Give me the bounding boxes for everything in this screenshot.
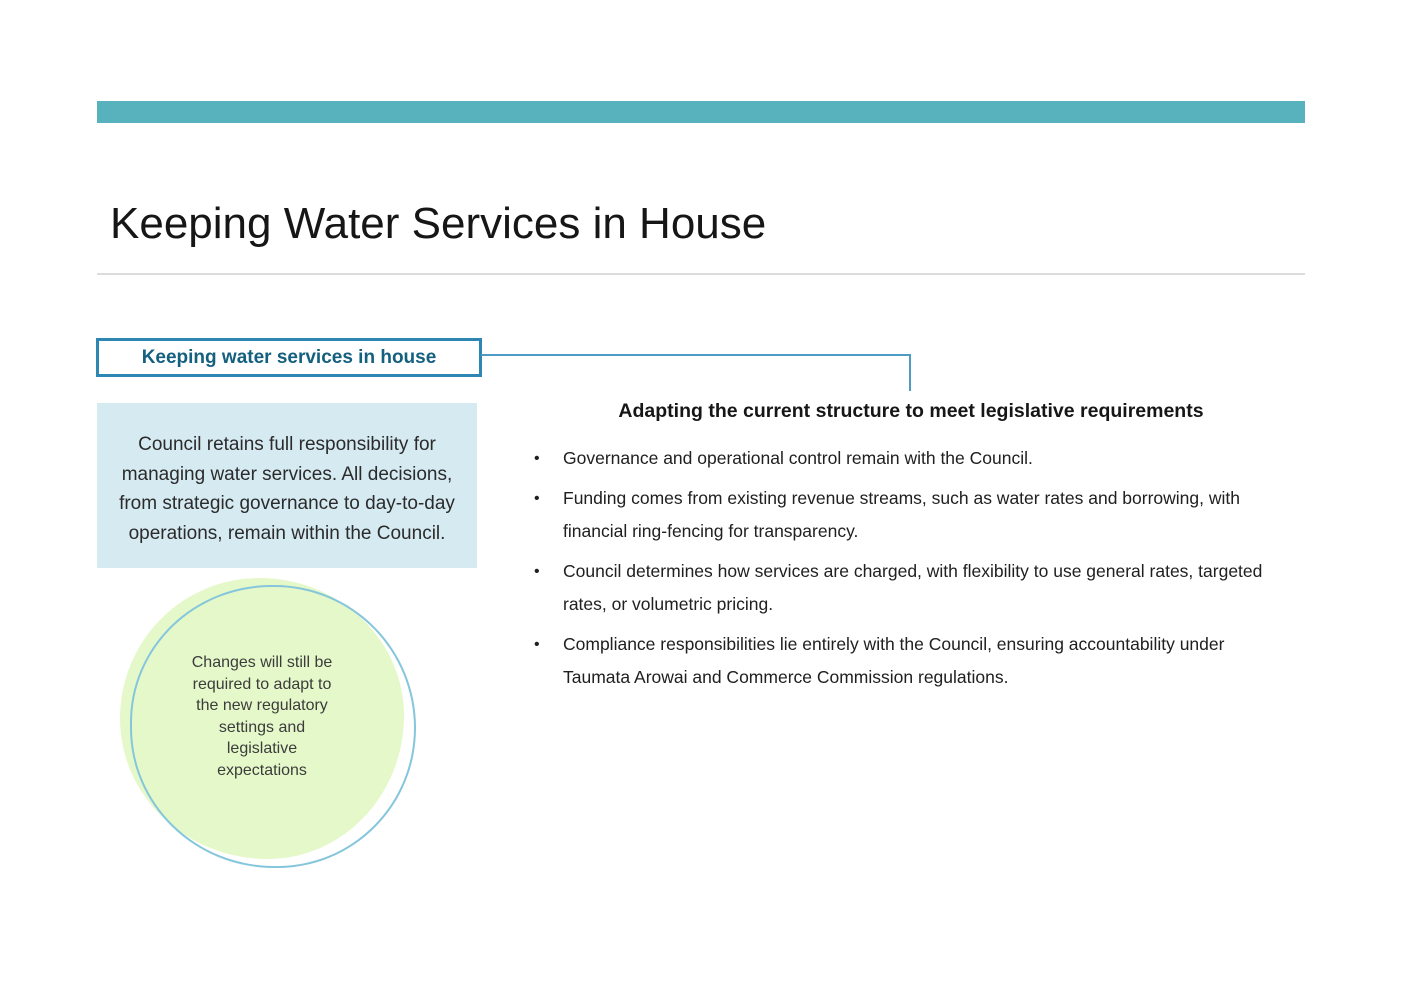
- connector-line-vertical: [909, 354, 911, 391]
- list-item: [528, 482, 1293, 548]
- content-heading: Adapting the current structure to meet legislative requirements: [618, 400, 1204, 422]
- highlight-circle-text: [152, 652, 372, 781]
- bullet-list: [528, 442, 1293, 701]
- info-panel-line: Council retains full responsibility for: [138, 434, 436, 455]
- info-panel-line: from strategic governance to day-to-day: [119, 493, 455, 514]
- bullet-text: Governance and operational control remain with the Council.: [563, 448, 1033, 468]
- section-label-box: [96, 338, 482, 377]
- circle-text-line: legislative: [226, 740, 298, 757]
- circle-text-line: expectations: [217, 761, 307, 779]
- info-panel-line: operations, remain within the Council.: [128, 522, 446, 544]
- title-divider: [97, 273, 1305, 275]
- bullet-text: Compliance responsibilities lie entirely with the Council, ensuring accountability under Taumata Arowai and Commerce Commission regulations.: [563, 634, 1225, 687]
- circle-text-line: the new regulatory: [196, 697, 328, 714]
- circle-text-line: required to adapt to: [192, 675, 332, 693]
- bullet-icon: •: [534, 490, 540, 507]
- list-item: [528, 555, 1293, 621]
- list-item: [528, 442, 1293, 475]
- list-item: [528, 628, 1293, 694]
- circle-text-line: Changes will still be: [191, 654, 333, 671]
- page-title: Keeping Water Services in House: [110, 199, 767, 249]
- bullet-icon: •: [534, 636, 540, 653]
- circle-text-line: settings and: [218, 718, 306, 736]
- top-accent-bar: [97, 101, 1305, 123]
- bullet-text: Funding comes from existing revenue streams, such as water rates and borrowing, with financial ring-fencing for transparency.: [563, 488, 1240, 541]
- info-panel-line: managing water services. All decisions,: [121, 463, 453, 485]
- bullet-icon: •: [534, 450, 540, 467]
- bullet-icon: •: [534, 563, 540, 580]
- section-label-text: Keeping water services in house: [141, 346, 437, 368]
- info-panel: [97, 403, 477, 568]
- connector-line-horizontal: [481, 354, 911, 356]
- bullet-text: Council determines how services are charged, with flexibility to use general rates, targeted rates, or volumetric pricing.: [563, 561, 1263, 614]
